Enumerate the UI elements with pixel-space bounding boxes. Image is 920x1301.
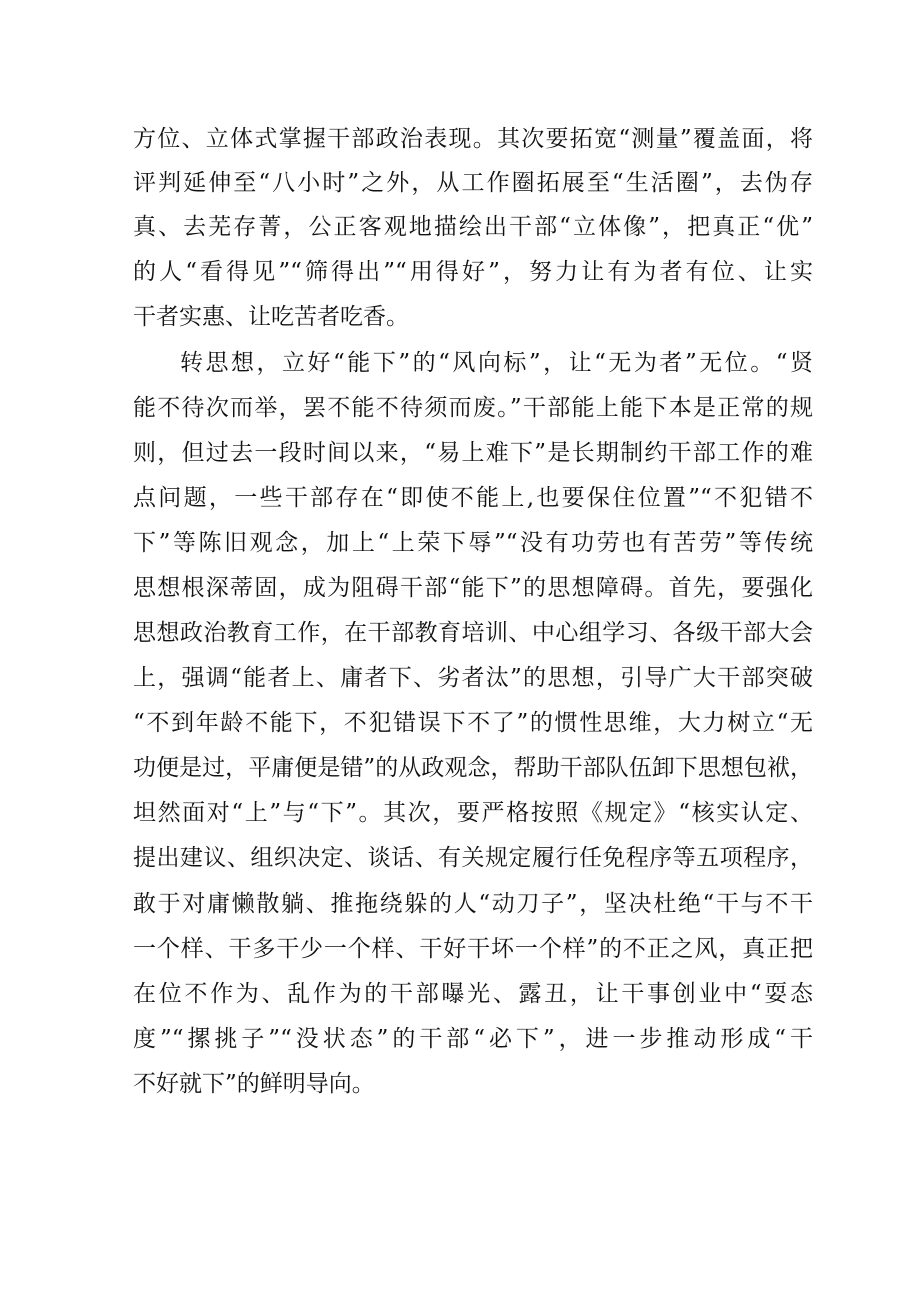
text-line-11: 思想根深蒂固，成为阻碍干部“能下”的思想障碍。首先，要强化 <box>133 575 813 601</box>
text-line-15: 功便是过，平庸便是错”的从政观念，帮助干部队伍卸下思想包袱， <box>133 755 813 781</box>
text-line-21: 度”“摞挑子”“没状态”的干部“必下”，进一步推动形成“干 <box>133 1026 813 1052</box>
text-line-10: 下”等陈旧观念，加上“上荣下辱”“没有功劳也有苦劳”等传统 <box>133 530 813 556</box>
text-line-22: 不好就下”的鲜明导向。 <box>133 1071 375 1097</box>
text-line-3: 真、去芜存菁，公正客观地描绘出干部“立体像”，把真正“优” <box>133 214 813 240</box>
text-line-9: 点问题，一些干部存在“即使不能上,也要保住位置”“不犯错不 <box>133 485 813 511</box>
text-line-12: 思想政治教育工作，在干部教育培训、中心组学习、各级干部大会 <box>133 620 813 646</box>
text-line-20: 在位不作为、乱作为的干部曝光、露丑，让干事创业中“耍态 <box>133 981 813 1007</box>
text-line-4: 的人“看得见”“筛得出”“用得好”，努力让有为者有位、让实 <box>133 259 813 285</box>
text-line-5: 干者实惠、让吃苦者吃香。 <box>133 304 409 330</box>
text-line-16: 坦然面对“上”与“下”。其次，要严格按照《规定》“核实认定、 <box>133 800 813 826</box>
paragraph-2-first-line: 转思想，立好“能下”的“风向标”，让“无为者”无位。“贤 <box>180 350 813 376</box>
text-line-14: “不到年龄不能下，不犯错误下不了”的惯性思维，大力树立“无 <box>133 710 813 736</box>
text-line-17: 提出建议、组织决定、谈话、有关规定履行任免程序等五项程序， <box>133 845 813 871</box>
text-line-2: 评判延伸至“八小时”之外，从工作圈拓展至“生活圈”，去伪存 <box>133 170 813 196</box>
text-line-7: 能不待次而举，罢不能不待须而废。”干部能上能下本是正常的规 <box>133 395 813 421</box>
text-line-8: 则，但过去一段时间以来，“易上难下”是长期制约干部工作的难 <box>133 440 813 466</box>
text-line-13: 上，强调“能者上、庸者下、劣者汰”的思想，引导广大干部突破 <box>133 665 813 691</box>
text-line-18: 敢于对庸懒散躺、推拖绕躲的人“动刀子”，坚决杜绝“干与不干 <box>133 891 813 917</box>
text-line-19: 一个样、干多干少一个样、干好干坏一个样”的不正之风，真正把 <box>133 936 813 962</box>
text-line-1: 方位、立体式掌握干部政治表现。其次要拓宽“测量”覆盖面，将 <box>133 126 813 152</box>
